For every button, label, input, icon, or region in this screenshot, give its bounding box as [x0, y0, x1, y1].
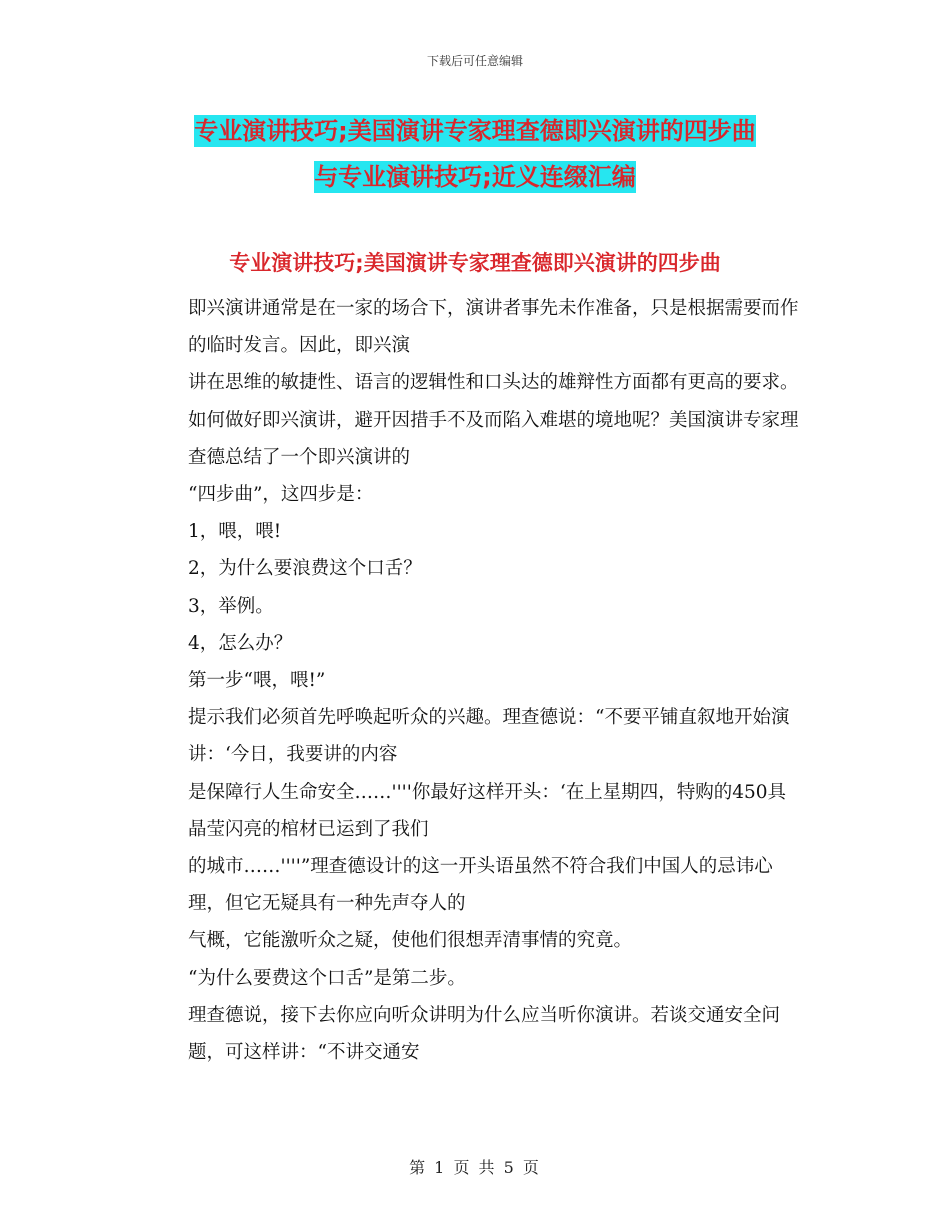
paragraph: 的城市……''''”理查德设计的这一开头语虽然不符合我们中国人的忌讳心理，但它无疑具有一种先声夺人的 [188, 856, 773, 915]
paragraph: 如何做好即兴演讲，避开因措手不及而陷入难堪的境地呢？美国演讲专家理查德总结了一个即兴演讲的 [188, 409, 799, 468]
section-heading: 专业演讲技巧;美国演讲专家理查德即兴演讲的四步曲 [229, 251, 721, 275]
document-body [142, 290, 802, 1071]
list-item: 1，喂，喂! [188, 521, 282, 543]
page-footer: 第 1 页 共 5 页 [409, 1158, 541, 1177]
list-item: 2，为什么要浪费这个口舌？ [188, 558, 422, 580]
paragraph: 第一步“喂，喂!” [188, 670, 326, 692]
paragraph: 讲在思维的敏捷性、语言的逻辑性和口头达的雄辩性方面都有更高的要求。 [188, 372, 799, 394]
paragraph: “为什么要费这个口舌”是第二步。 [188, 967, 466, 989]
paragraph: 提示我们必须首先呼唤起听众的兴趣。理查德说：“不要平铺直叙地开始演讲：‘今日，我要讲的内容 [188, 707, 790, 766]
paragraph: 理查德说，接下去你应向听众讲明为什么应当听你演讲。若谈交通安全问题，可这样讲：“不讲交通安 [188, 1004, 781, 1064]
paragraph: 是保障行人生命安全……''''你最好这样开头：‘在上星期四，特购的450具晶莹闪亮的棺材已运到了我们 [188, 781, 787, 840]
page-header-note: 下载后可任意编辑 [426, 54, 523, 68]
paragraph: 即兴演讲通常是在一家的场合下，演讲者事先未作准备，只是根据需要而作的临时发言。因此，即兴演 [188, 298, 799, 357]
list-item: 4，怎么办？ [188, 632, 293, 654]
document-title [0, 108, 950, 200]
paragraph: 气概，它能激听众之疑，使他们很想弄清事情的究竟。 [188, 930, 633, 952]
document-title-line-1: 专业演讲技巧;美国演讲专家理查德即兴演讲的四步曲 [194, 117, 756, 145]
document-title-line-2: 与专业演讲技巧;近义连缀汇编 [314, 163, 636, 191]
paragraph: “四步曲”，这四步是： [188, 484, 374, 506]
list-item: 3，举例。 [188, 595, 274, 617]
